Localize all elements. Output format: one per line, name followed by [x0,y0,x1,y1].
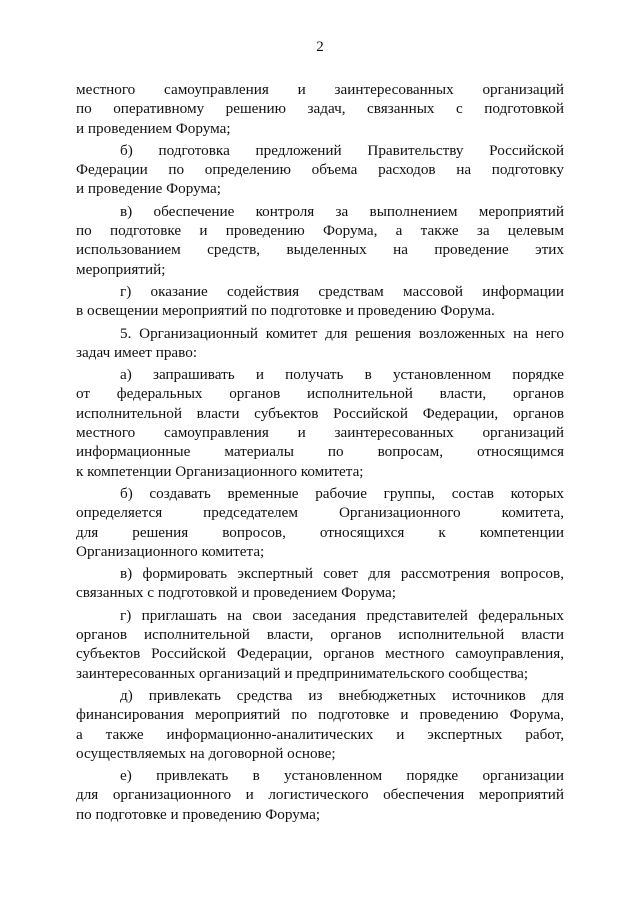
text-line: д) привлекать средства из внебюджетных источников для [120,686,564,704]
text-line: б) создавать временные рабочие группы, состав которых [120,484,564,502]
paragraph-p5 [76,365,564,481]
text-line: от федеральных органов исполнительной власти, органов [76,385,564,403]
text-line: по подготовке и проведению Форума; [76,805,321,823]
text-line: 5. Организационный комитет для решения возложенных на него [120,324,564,342]
text-line: определяется председателем Организационного комитета, [76,504,564,522]
text-line: мероприятий; [76,260,166,278]
text-line: в) формировать экспертный совет для рассмотрения вопросов, [120,565,564,583]
text-line: для решения вопросов, относящихся к компетенции [76,523,564,541]
text-line: по оперативному решению задач, связанных с подготовкой [76,100,564,118]
text-line: к компетенции Организационного комитета; [76,462,364,480]
text-line: органов исполнительной власти, органов исполнительной власти [76,626,564,644]
paragraph-p7 [76,564,564,603]
document-body [76,80,564,827]
text-line: по подготовке и проведению Форума, а также за целевым [76,222,564,240]
text-line: исполнительной власти субъектов Российской Федерации, органов [76,404,564,422]
text-line: задач имеет право: [76,343,198,361]
paragraph-p3 [76,282,564,321]
paragraph-p4 [76,324,564,363]
text-line: г) приглашать на свои заседания представителей федеральных [120,606,564,624]
paragraph-p8 [76,606,564,683]
paragraph-p6 [76,484,564,561]
text-line: использованием средств, выделенных на проведение этих [76,241,564,259]
text-line: информационные материалы по вопросам, относящимся [76,443,564,461]
text-line: и проведение Форума; [76,180,221,198]
text-line: и проведением Форума; [76,119,231,137]
paragraph-p0 [76,80,564,138]
text-line: в) обеспечение контроля за выполнением мероприятий [120,202,564,220]
paragraph-p1 [76,141,564,199]
text-line: Организационного комитета; [76,542,265,560]
text-line: осуществляемых на договорной основе; [76,744,336,762]
text-line: е) привлекать в установленном порядке организации [120,767,564,785]
paragraph-p9 [76,686,564,763]
text-line: местного самоуправления и заинтересованных организаций [76,424,564,442]
paragraph-p10 [76,766,564,824]
text-line: Федерации по определению объема расходов на подготовку [76,161,564,179]
text-line: а также информационно-аналитических и экспертных работ, [76,725,564,743]
text-line: заинтересованных организаций и предпринимательского сообщества; [76,664,529,682]
text-line: в освещении мероприятий по подготовке и проведению Форума. [76,302,495,320]
text-line: г) оказание содействия средствам массовой информации [120,282,564,300]
page-number: 2 [316,39,324,55]
text-line: местного самоуправления и заинтересованных организаций [76,81,564,98]
text-line: а) запрашивать и получать в установленном порядке [120,366,564,384]
text-line: для организационного и логистического обеспечения мероприятий [76,786,564,804]
paragraph-p2 [76,202,564,279]
text-line: б) подготовка предложений Правительству Российской [120,141,564,159]
text-line: связанных с подготовкой и проведением Форума; [76,584,396,602]
text-line: субъектов Российской Федерации, органов местного самоуправления, [76,645,564,663]
text-line: финансирования мероприятий по подготовке и проведению Форума, [76,706,564,724]
